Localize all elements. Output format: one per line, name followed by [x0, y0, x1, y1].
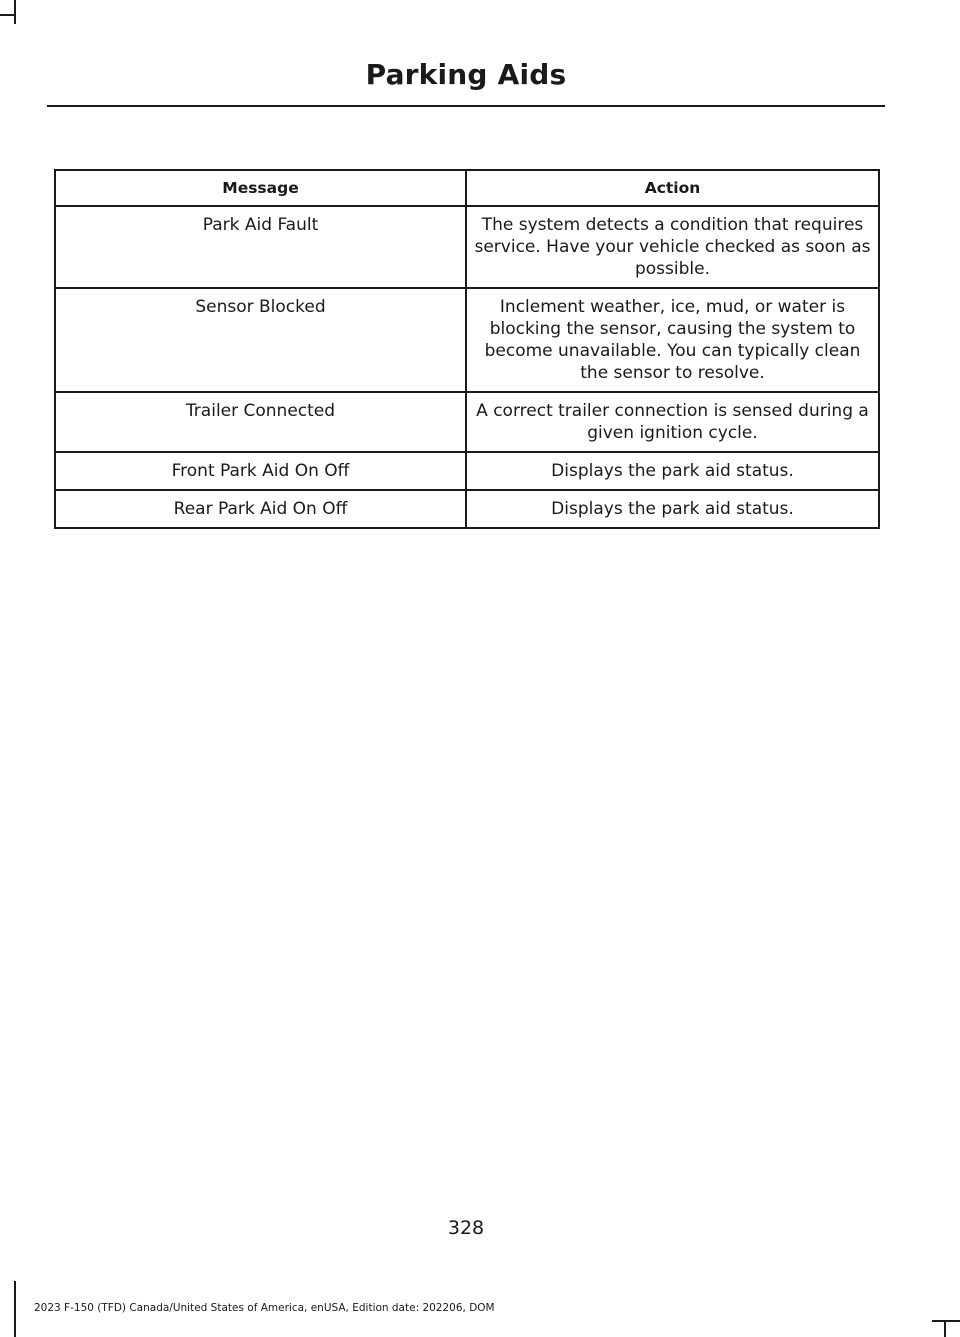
table-row: [55, 392, 879, 452]
column-header-action: Action: [466, 170, 879, 206]
table-row: [55, 452, 879, 490]
message-cell: Trailer Connected: [55, 392, 466, 452]
action-cell: A correct trailer connection is sensed during a given ignition cycle.: [466, 392, 879, 452]
table-header-row: [55, 170, 879, 206]
action-cell: Displays the park aid status.: [466, 490, 879, 528]
message-cell: Park Aid Fault: [55, 206, 466, 288]
crop-mark-bottom-right-horizontal: [932, 1320, 960, 1322]
crop-mark-bottom-right-vertical: [944, 1322, 946, 1337]
parking-aid-messages-table: [54, 169, 880, 529]
crop-mark-top-left-horizontal: [0, 14, 14, 16]
table-row: [55, 490, 879, 528]
message-cell: Rear Park Aid On Off: [55, 490, 466, 528]
message-cell: Sensor Blocked: [55, 288, 466, 392]
action-cell: The system detects a condition that requires service. Have your vehicle checked as soon as possible.: [466, 206, 879, 288]
message-cell: Front Park Aid On Off: [55, 452, 466, 490]
action-cell: Inclement weather, ice, mud, or water is blocking the sensor, causing the system to become unavailable. You can typically clean the sensor to resolve.: [466, 288, 879, 392]
page-number: 328: [447, 1217, 485, 1239]
table-row: [55, 206, 879, 288]
page-title: Parking Aids: [365, 58, 567, 91]
title-divider: [47, 105, 885, 107]
crop-mark-top-left-vertical: [14, 0, 16, 24]
column-header-message: Message: [55, 170, 466, 206]
table-row: [55, 288, 879, 392]
action-cell: Displays the park aid status.: [466, 452, 879, 490]
crop-mark-bottom-left-vertical: [14, 1281, 16, 1337]
footer-edition-text: 2023 F-150 (TFD) Canada/United States of America, enUSA, Edition date: 202206, DOM: [34, 1302, 495, 1314]
